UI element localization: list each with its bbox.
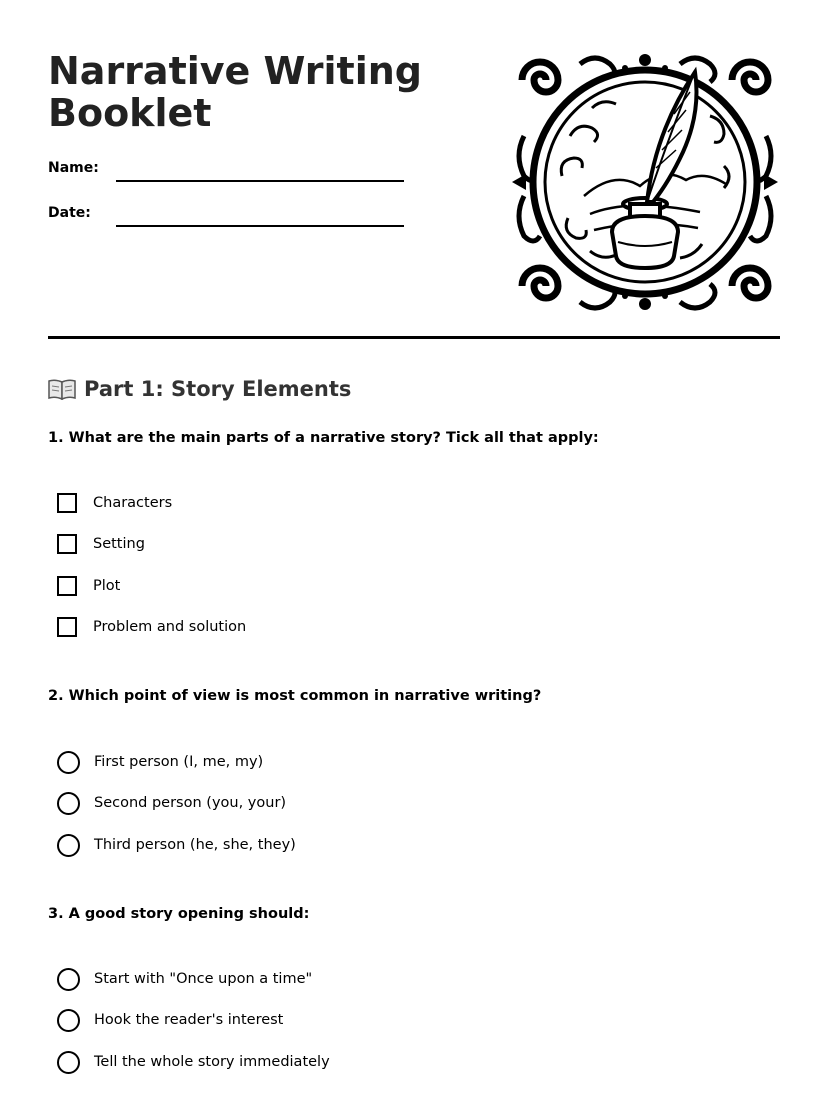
option-label: Plot (93, 578, 121, 594)
radio-button[interactable] (57, 1051, 80, 1074)
part1-title: Part 1: Story Elements (84, 377, 352, 401)
checkbox[interactable] (57, 534, 77, 554)
option-label: First person (I, me, my) (94, 754, 264, 770)
question-2-prompt: 2. Which point of view is most common in narrative writing? (48, 688, 542, 704)
option-label: Start with "Once upon a time" (94, 971, 313, 987)
question-1-prompt: 1. What are the main parts of a narrative story? Tick all that apply: (48, 430, 599, 446)
checkbox[interactable] (57, 617, 77, 637)
radio-button[interactable] (57, 1009, 80, 1032)
open-book-icon (48, 378, 76, 400)
radio-button[interactable] (57, 834, 80, 857)
radio-button[interactable] (57, 792, 80, 815)
q1-option-setting[interactable] (57, 531, 145, 557)
q1-option-problem-solution[interactable] (57, 614, 246, 640)
name-label: Name: (48, 160, 99, 176)
option-label: Hook the reader's interest (94, 1012, 284, 1028)
quill-inkwell-emblem-icon (510, 46, 780, 318)
part1-heading (48, 374, 351, 404)
radio-button[interactable] (57, 968, 80, 991)
option-label: Setting (93, 536, 145, 552)
question-3-prompt: 3. A good story opening should: (48, 906, 310, 922)
q2-option-third-person[interactable] (57, 832, 296, 858)
q1-option-plot[interactable] (57, 573, 120, 599)
checkbox[interactable] (57, 493, 77, 513)
option-label: Tell the whole story immediately (94, 1054, 330, 1070)
option-label: Problem and solution (93, 619, 247, 635)
header-divider (48, 336, 780, 339)
option-label: Third person (he, she, they) (94, 837, 296, 853)
q1-option-characters[interactable] (57, 490, 172, 516)
name-row (48, 158, 408, 188)
q2-option-second-person[interactable] (57, 790, 286, 816)
date-label: Date: (48, 205, 91, 221)
date-field[interactable] (116, 225, 404, 227)
option-label: Characters (93, 495, 173, 511)
booklet-title: Narrative Writing Booklet (48, 49, 422, 135)
checkbox[interactable] (57, 576, 77, 596)
radio-button[interactable] (57, 751, 80, 774)
option-label: Second person (you, your) (94, 795, 287, 811)
q3-option-once-upon[interactable] (57, 966, 312, 992)
name-field[interactable] (116, 180, 404, 182)
q2-option-first-person[interactable] (57, 749, 263, 775)
date-row (48, 203, 408, 233)
q3-option-hook[interactable] (57, 1007, 283, 1033)
q3-option-whole-story[interactable] (57, 1049, 330, 1075)
